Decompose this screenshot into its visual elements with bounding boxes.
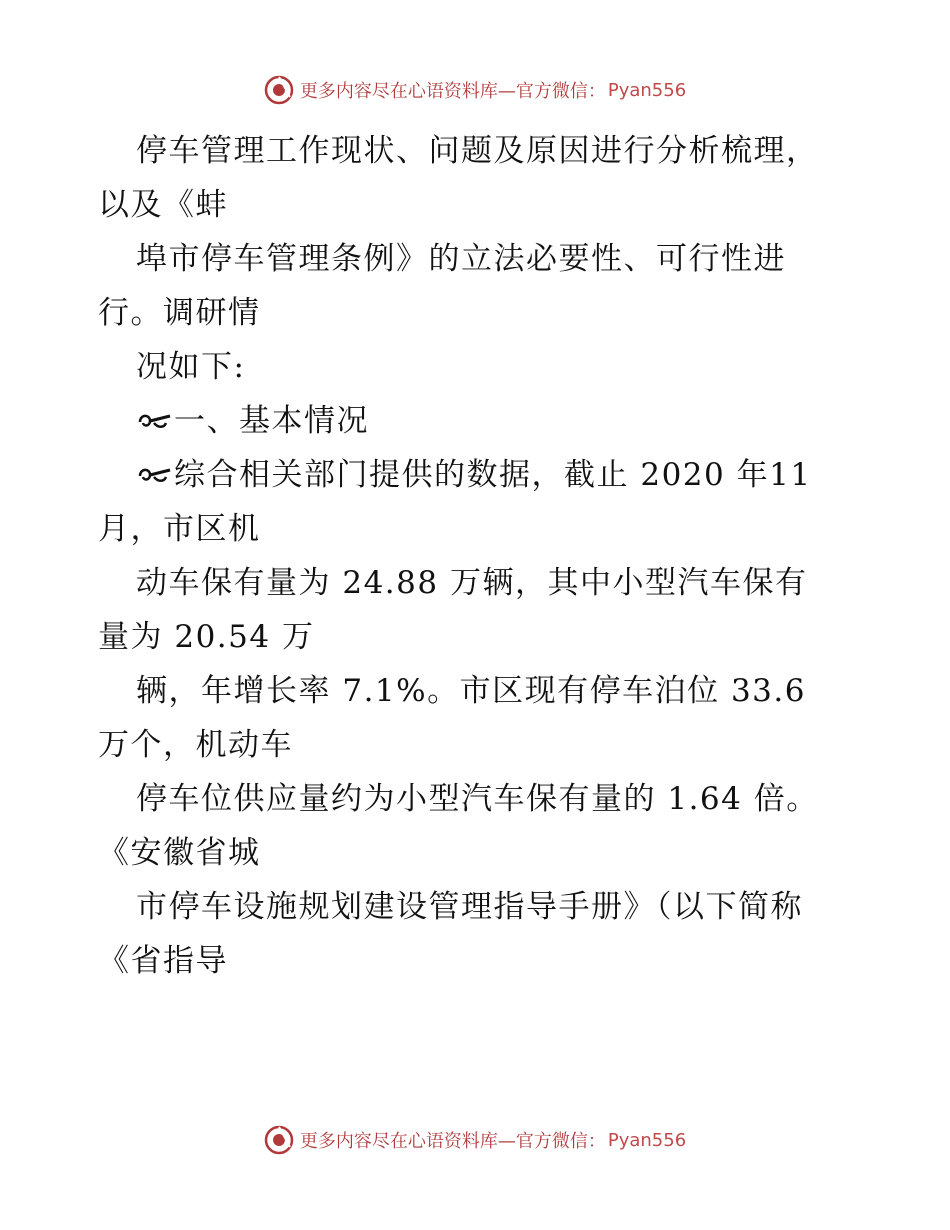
ornament-bullet-icon bbox=[136, 462, 174, 486]
watermark-wechat-id: Pyan556 bbox=[607, 1129, 687, 1151]
section-heading-line bbox=[98, 394, 858, 448]
footer-watermark bbox=[0, 1122, 950, 1158]
header-watermark bbox=[0, 72, 950, 108]
section-heading: 一、基本情况 bbox=[174, 403, 369, 439]
watermark-wechat-id: Pyan556 bbox=[607, 79, 687, 101]
brand-logo-icon bbox=[264, 1125, 294, 1155]
text-line: 月，市区机 bbox=[98, 511, 261, 547]
text-line: 动车保有量为 24.88 万辆，其中小型汽车保有 bbox=[136, 565, 808, 601]
text-line: 以及《蚌 bbox=[98, 187, 228, 223]
watermark-text: 更多内容尽在心语资料库—官方微信： bbox=[299, 1131, 606, 1152]
text-line: 市停车设施规划建设管理指导手册》（以下简称 bbox=[136, 889, 803, 925]
watermark-text: 更多内容尽在心语资料库—官方微信： bbox=[299, 81, 606, 102]
text-line: 《安徽省城 bbox=[98, 835, 261, 871]
text-line: 量为 20.54 万 bbox=[98, 619, 315, 655]
ornament-bullet-icon bbox=[136, 408, 174, 432]
text-line: 辆，年增长率 7.1%。市区现有停车泊位 33.6 bbox=[136, 673, 806, 709]
text-line: 埠市停车管理条例》的立法必要性、可行性进 bbox=[136, 241, 786, 277]
document-body bbox=[98, 124, 858, 988]
brand-logo-icon bbox=[264, 75, 294, 105]
paragraph-text: 综合相关部门提供的数据，截止 2020 年11 bbox=[174, 457, 812, 493]
text-line: 况如下: bbox=[136, 349, 246, 385]
bullet-paragraph-line bbox=[98, 448, 858, 502]
text-line: 行。调研情 bbox=[98, 295, 261, 331]
text-line: 万个，机动车 bbox=[98, 727, 293, 763]
text-line: 停车位供应量约为小型汽车保有量的 1.64 倍。 bbox=[136, 781, 819, 817]
text-line: 《省指导 bbox=[98, 943, 228, 979]
text-line: 停车管理工作现状、问题及原因进行分析梳理， bbox=[136, 133, 819, 169]
